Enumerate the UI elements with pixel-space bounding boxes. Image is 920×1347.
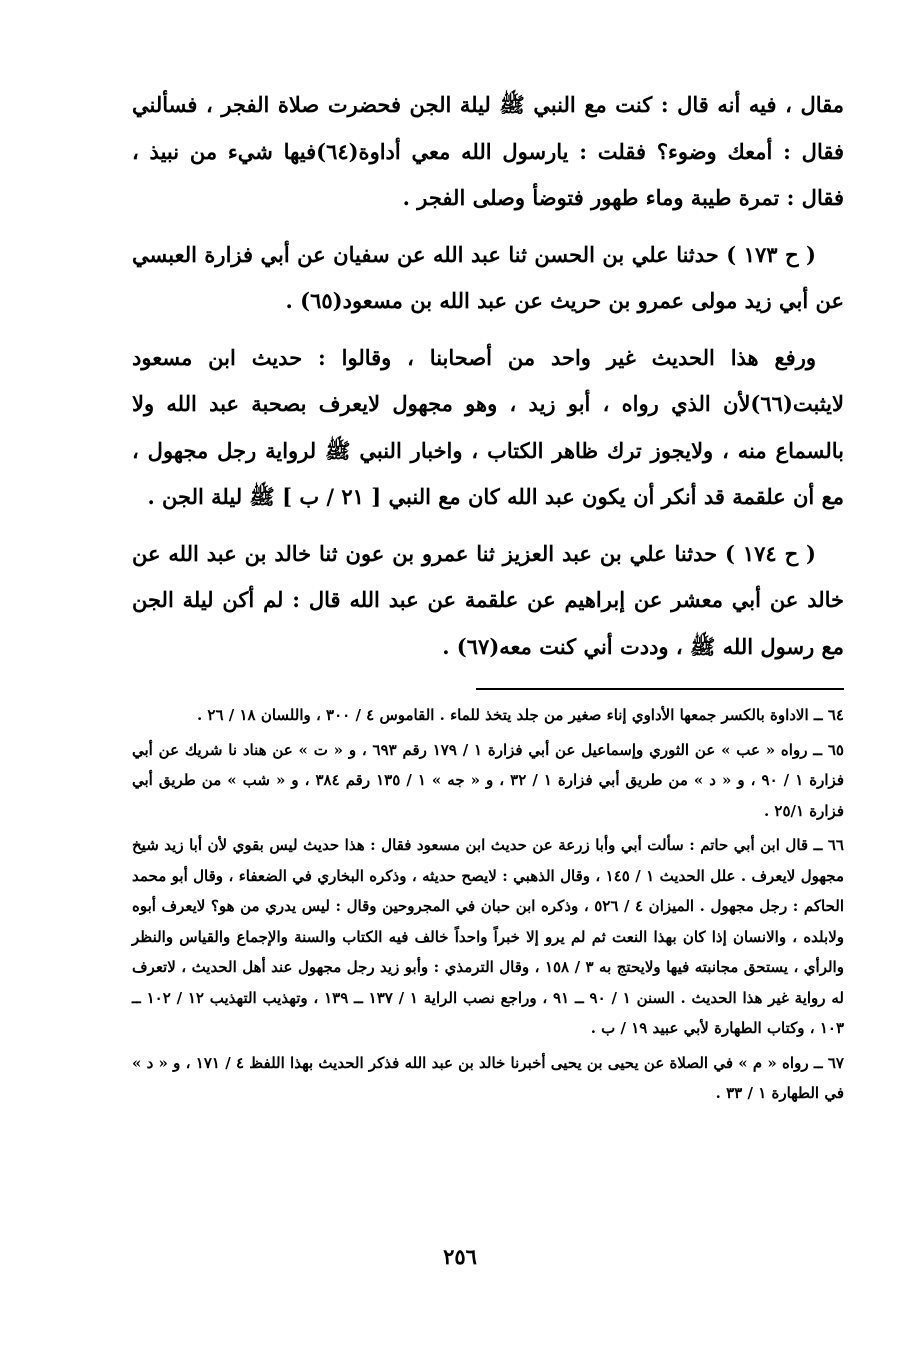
- paragraph-hadith-173: ( ح ١٧٣ ) حدثنا علي بن الحسن ثنا عبد الله عن سفيان عن أبي فزارة العبسي عن أبي زيد مولى عمرو بن حريث عن عبد الله بن مسعود(٦٥) .: [132, 241, 844, 313]
- footnotes: [132, 700, 844, 1109]
- paragraph-commentary: ورفع هذا الحديث غير واحد من أصحابنا ، وقالوا : حديث ابن مسعود لايثبت(٦٦)لأن الذي رواه ، أبو زيد ، وهو مجهول لايعرف بصحبة عبد الله ولا بالسماع منه ، ولايجوز ترك ظاهر الكتاب ، واخبار النبي ﷺ لرواية رجل مجهول ، مع أن علقمة قد أنكر أن يكون عبد الله كان مع النبي [ ٢١ / ب ] ﷺ ليلة الجن .: [132, 344, 844, 509]
- paragraph-continuation: مقال ، فيه أنه قال : كنت مع النبي ﷺ ليلة الجن فحضرت صلاة الفجر ، فسألني فقال : أمعك وضوء؟ فقلت : يارسول الله معي أداوة(٦٤)فيها شيء من نبيذ ، فقال : تمرة طيبة وماء طهور فتوضأ وصلى الفجر .: [132, 92, 844, 210]
- footnote-65: ٦٥ ــ رواه « عب » عن الثوري وإسماعيل عن أبي فزارة ١ / ١٧٩ رقم ٦٩٣ ، و « ت » عن هناد نا شريك عن أبي فزارة ١ / ٩٠ ، و « د » من طريق أبي فزارة ١ / ٣٢ ، و « جه » ١ / ١٣٥ رقم ٣٨٤ ، و « شب » من طريق أبي فزارة ٢٥/١ .: [132, 740, 844, 820]
- footnote-divider: [476, 688, 844, 690]
- page-number: ٢٥٦: [443, 1244, 477, 1269]
- footnote-67: ٦٧ ــ رواه « م » في الصلاة عن يحيى بن يحيى أخبرنا خالد بن عبد الله فذكر الحديث بهذا اللفظ ٤ / ١٧١ ، و « د » في الطهارة ١ / ٣٣ .: [132, 1053, 844, 1102]
- footnote-64: ٦٤ ــ الاداوة بالكسر جمعها الأداوي إناء صغير من جلد يتخذ للماء . القاموس ٤ / ٣٠٠ ، واللسان ١٨ / ٢٦ .: [196, 706, 844, 724]
- paragraph-hadith-174: ( ح ١٧٤ ) حدثنا علي بن عبد العزيز ثنا عمرو بن عون ثنا خالد بن عبد الله عن خالد عن أبي معشر عن إبراهيم عن علقمة عن عبد الله قال : لم أكن ليلة الجن مع رسول الله ﷺ ، وددت أني كنت معه(٦٧) .: [132, 540, 844, 659]
- main-text: [132, 82, 844, 670]
- footnote-66: ٦٦ ــ قال ابن أبي حاتم : سألت أبي وأبا زرعة عن حديث ابن مسعود فقال : هذا حديث ليس بقوي لأن أبا زيد شيخ مجهول لايعرف . علل الحديث ١ / ١٤٥ ، وقال الذهبي : لايصح حديثه ، وذكره البخاري في الضعفاء ، وقال أبو محمد الحاكم : رجل مجهول . الميزان ٤ / ٥٢٦ ، وذكره ابن حبان في المجروحين وقال : ليس يدري من هو؟ لايعرف أبوه ولابلده ، والانسان إذا كان بهذا النعت ثم لم يرو إلا خبراً واحداً خالف فيه الكتاب والسنة والإجماع والقياس والنظر والرأي ، يستحق مجانبته فيها ولايحتج به ٣ / ١٥٨ ، وقال الترمذي : وأبو زيد رجل مجهول عند أهل الحديث ، لاتعرف له رواية غير هذا الحديث . السنن ١ / ٩٠ ــ ٩١ ، وراجع نصب الراية ١ / ١٣٧ ــ ١٣٩ ، وتهذيب التهذيب ١٢ / ١٠٢ ــ ١٠٣ ، وكتاب الطهارة لأبي عبيد ١٩ / ب .: [132, 836, 844, 1037]
